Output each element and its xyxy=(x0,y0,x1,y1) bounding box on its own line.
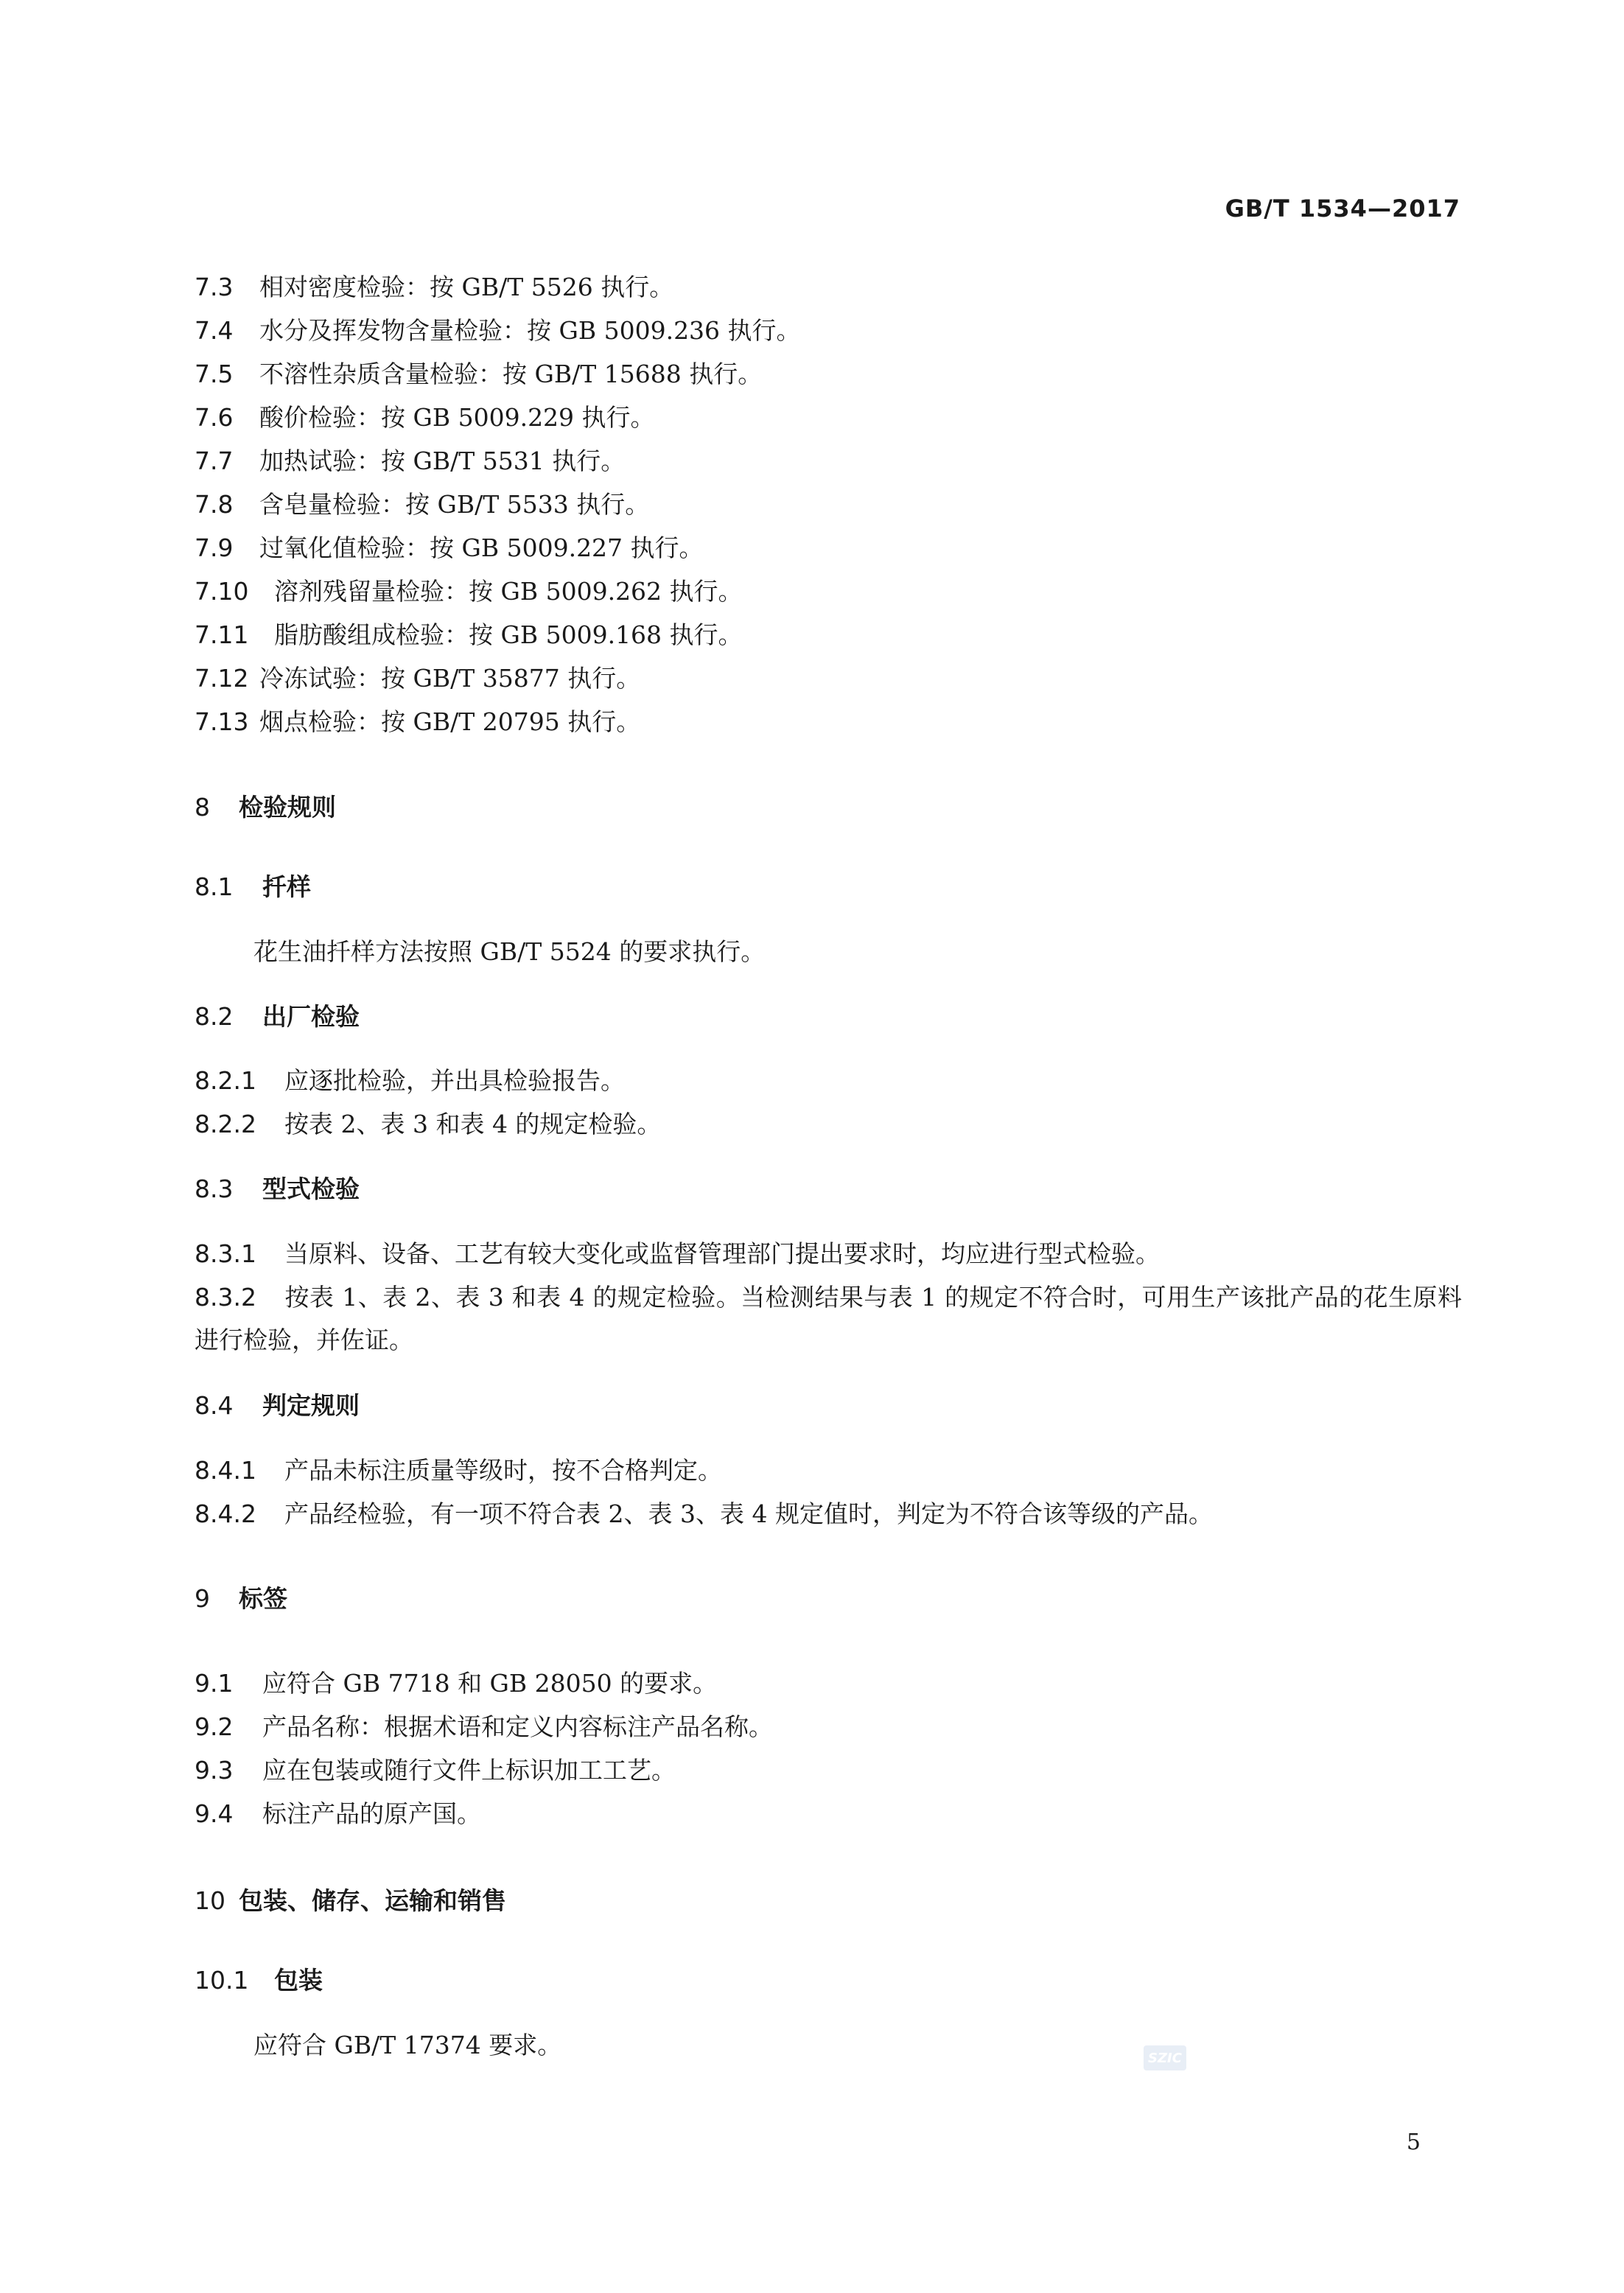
watermark-logo: SZIC xyxy=(1144,2045,1186,2070)
clause-8-2-2: 8.2.2 按表 2、表 3 和表 4 的规定检验。 xyxy=(195,1110,662,1138)
clause-7-10: 7.10 溶剂残留量检验：按 GB 5009.262 执行。 xyxy=(195,577,743,606)
clause-7-7: 7.7 加热试验：按 GB/T 5531 执行。 xyxy=(195,447,626,475)
clause-8-4-1: 8.4.1 产品未标注质量等级时，按不合格判定。 xyxy=(195,1456,722,1485)
clause-7-13: 7.13 烟点检验：按 GB/T 20795 执行。 xyxy=(195,707,641,736)
section-8-heading: 8 检验规则 xyxy=(195,793,336,822)
clause-9-4: 9.4 标注产品的原产国。 xyxy=(195,1799,481,1828)
section-10-heading: 10 包装、储存、运输和销售 xyxy=(195,1886,506,1915)
clause-9-3: 9.3 应在包装或随行文件上标识加工工艺。 xyxy=(195,1756,676,1785)
section-8-2-heading: 8.2 出厂检验 xyxy=(195,1002,360,1031)
section-10-1-paragraph: 应符合 GB/T 17374 要求。 xyxy=(253,2031,562,2059)
section-8-4-heading: 8.4 判定规则 xyxy=(195,1391,360,1420)
section-9-heading: 9 标签 xyxy=(195,1584,287,1613)
clause-7-4: 7.4 水分及挥发物含量检验：按 GB 5009.236 执行。 xyxy=(195,316,801,345)
page-number: 5 xyxy=(1406,2129,1421,2155)
section-10-1-heading: 10.1 包装 xyxy=(195,1966,323,1995)
clause-8-4-2: 8.4.2 产品经检验，有一项不符合表 2、表 3、表 4 规定值时，判定为不符合该等级的产品。 xyxy=(195,1499,1213,1528)
clause-8-3-1: 8.3.1 当原料、设备、工艺有较大变化或监督管理部门提出要求时，均应进行型式检验。 xyxy=(195,1239,1160,1268)
clause-7-5: 7.5 不溶性杂质含量检验：按 GB/T 15688 执行。 xyxy=(195,360,763,388)
clause-8-3-2: 8.3.2 按表 1、表 2、表 3 和表 4 的规定检验。当检测结果与表 1 的规定不符合时，可用生产该批产品的花生原料进行检验，并佐证。 xyxy=(195,1283,1462,1354)
clause-9-2: 9.2 产品名称：根据术语和定义内容标注产品名称。 xyxy=(195,1712,773,1741)
clause-7-9: 7.9 过氧化值检验：按 GB 5009.227 执行。 xyxy=(195,533,704,562)
clause-8-2-1: 8.2.1 应逐批检验，并出具检验报告。 xyxy=(195,1066,625,1095)
clause-7-11: 7.11 脂肪酸组成检验：按 GB 5009.168 执行。 xyxy=(195,620,743,649)
clause-7-6: 7.6 酸价检验：按 GB 5009.229 执行。 xyxy=(195,403,655,432)
clause-7-8: 7.8 含皂量检验：按 GB/T 5533 执行。 xyxy=(195,490,650,519)
clause-9-1: 9.1 应符合 GB 7718 和 GB 28050 的要求。 xyxy=(195,1669,718,1698)
clause-7-3: 7.3 相对密度检验：按 GB/T 5526 执行。 xyxy=(195,273,674,301)
document-code: GB/T 1534—2017 xyxy=(1225,195,1460,223)
section-8-1-paragraph: 花生油扦样方法按照 GB/T 5524 的要求执行。 xyxy=(253,937,766,966)
section-8-3-heading: 8.3 型式检验 xyxy=(195,1174,360,1203)
clause-7-12: 7.12 冷冻试验：按 GB/T 35877 执行。 xyxy=(195,664,641,693)
section-8-1-heading: 8.1 扦样 xyxy=(195,872,311,901)
